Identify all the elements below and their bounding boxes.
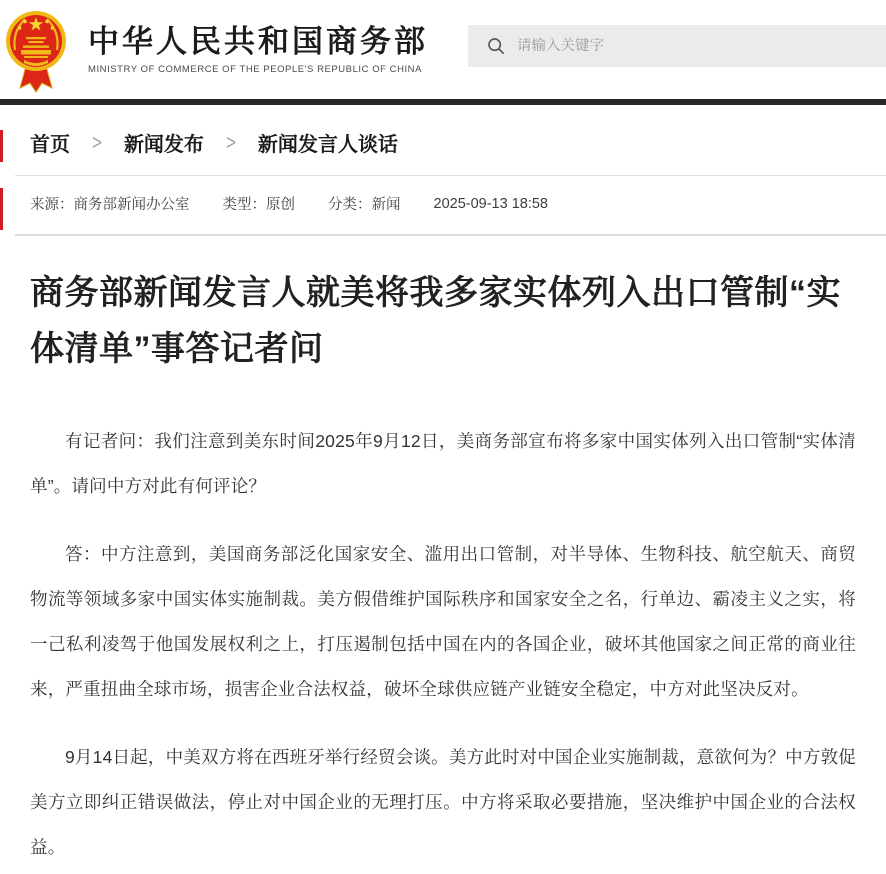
search-input[interactable] — [517, 38, 886, 54]
red-accent-bar — [0, 130, 3, 162]
article-body — [30, 419, 856, 870]
breadcrumb-home[interactable]: 首页 — [30, 134, 70, 156]
article-paragraph: 9月14日起，中美双方将在西班牙举行经贸会谈。美方此时对中国企业实施制裁，意欲何为？中方敦促美方立即纠正错误做法，停止对中国企业的无理打压。中方将采取必要措施，坚决维护中国企业的合法权益。 — [30, 747, 856, 857]
meta-source: 来源：商务部新闻办公室 — [30, 197, 190, 213]
header-divider-bar — [0, 99, 886, 105]
china-national-emblem-icon — [4, 8, 68, 100]
article-meta-section — [0, 176, 886, 234]
breadcrumb-spokesperson-remarks[interactable]: 新闻发言人谈话 — [257, 134, 398, 156]
chevron-right-icon: > — [92, 130, 102, 154]
breadcrumb-news-release[interactable]: 新闻发布 — [123, 134, 204, 156]
article-paragraph: 答：中方注意到，美国商务部泛化国家安全、滥用出口管制，对半导体、生物科技、航空航天、商贸物流等领域多家中国实体实施制裁。美方假借维护国际秩序和国家安全之名，行单边、霸凌主义之实，将一己私利凌驾于他国发展权利之上，打压遏制包括中国在内的各国企业，破坏其他国家之间正常的商业往来，严重扭曲全球市场，损害企业合法权益，破坏全球供应链产业链安全稳定，中方对此坚决反对。 — [30, 544, 856, 699]
site-titles — [88, 24, 428, 75]
meta-divider — [15, 234, 886, 236]
red-accent-bar — [0, 188, 3, 230]
search-box[interactable] — [468, 25, 886, 67]
chevron-right-icon: > — [225, 130, 236, 154]
breadcrumb — [30, 128, 856, 157]
article-paragraph: 有记者问：我们注意到美东时间2025年9月12日，美商务部宣布将多家中国实体列入出口管制“实体清单”。请问中方对此有何评论？ — [30, 431, 856, 496]
search-icon — [487, 37, 505, 55]
article — [0, 265, 886, 870]
article-meta-row — [30, 193, 856, 214]
site-title: 中华人民共和国商务部 — [88, 24, 428, 59]
site-header — [0, 0, 886, 99]
meta-category: 分类：新闻 — [328, 197, 401, 213]
site-subtitle: MINISTRY OF COMMERCE OF THE PEOPLE'S REPUBLIC OF CHINA — [88, 64, 422, 75]
meta-datetime: 2025-09-13 18:58 — [433, 195, 548, 212]
breadcrumb-section — [0, 122, 886, 175]
meta-type: 类型：原创 — [222, 197, 295, 213]
article-title: 商务部新闻发言人就美将我多家实体列入出口管制“实体清单”事答记者问 — [30, 274, 841, 368]
